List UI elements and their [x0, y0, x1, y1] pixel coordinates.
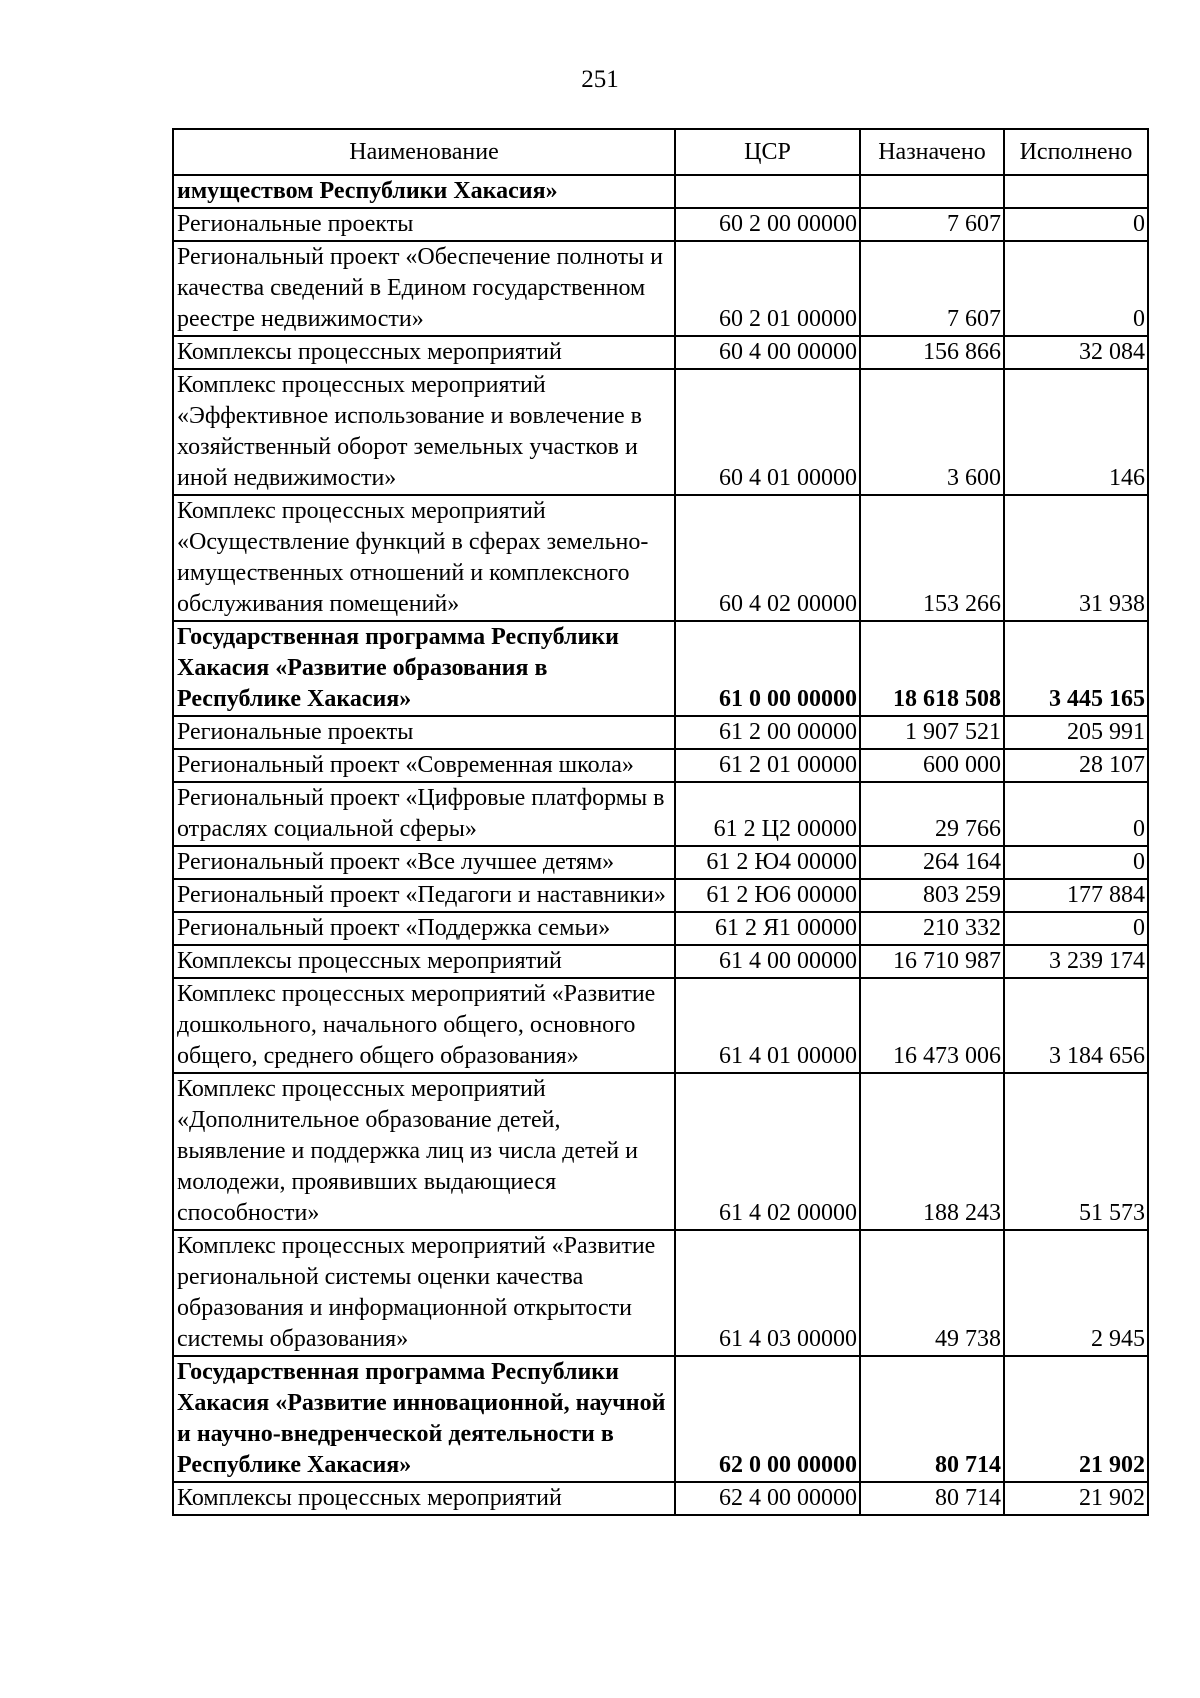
- row-assigned-cell: 29 766: [860, 782, 1004, 846]
- budget-table: [172, 128, 1149, 1516]
- table-row: [173, 716, 1148, 749]
- row-executed-cell: 28 107: [1004, 749, 1148, 782]
- header-name: Наименование: [173, 129, 675, 175]
- row-executed-cell: 21 902: [1004, 1482, 1148, 1515]
- row-executed-cell: 31 938: [1004, 495, 1148, 621]
- page-number: 251: [581, 66, 619, 93]
- row-csr-cell: 61 4 02 00000: [675, 1073, 860, 1230]
- row-csr-cell: 60 4 02 00000: [675, 495, 860, 621]
- row-executed-cell: 205 991: [1004, 716, 1148, 749]
- row-name-cell: Комплекс процессных мероприятий «Осуществление функций в сферах земельно-имущественных отношений и комплексного обслуживания помещений»: [173, 495, 675, 621]
- table-row: [173, 369, 1148, 495]
- row-executed-cell: 177 884: [1004, 879, 1148, 912]
- row-csr-cell: 60 4 00 00000: [675, 336, 860, 369]
- table-header-row: [173, 129, 1148, 175]
- row-name-cell: Комплексы процессных мероприятий: [173, 945, 675, 978]
- row-name-cell: Региональный проект «Поддержка семьи»: [173, 912, 675, 945]
- row-name-cell: Комплексы процессных мероприятий: [173, 1482, 675, 1515]
- row-assigned-cell: 264 164: [860, 846, 1004, 879]
- row-executed-cell: 0: [1004, 208, 1148, 241]
- row-executed-cell: 21 902: [1004, 1356, 1148, 1482]
- row-assigned-cell: 188 243: [860, 1073, 1004, 1230]
- row-assigned-cell: 80 714: [860, 1482, 1004, 1515]
- row-assigned-cell: 18 618 508: [860, 621, 1004, 716]
- row-executed-cell: 2 945: [1004, 1230, 1148, 1356]
- row-csr-cell: 60 4 01 00000: [675, 369, 860, 495]
- row-csr-cell: 61 2 01 00000: [675, 749, 860, 782]
- row-csr-cell: 61 2 Я1 00000: [675, 912, 860, 945]
- row-executed-cell: 0: [1004, 782, 1148, 846]
- row-executed-cell: 3 239 174: [1004, 945, 1148, 978]
- row-executed-cell: 3 184 656: [1004, 978, 1148, 1073]
- row-name-cell: Региональный проект «Современная школа»: [173, 749, 675, 782]
- row-executed-cell: 0: [1004, 912, 1148, 945]
- table-row: [173, 978, 1148, 1073]
- table-row: [173, 1230, 1148, 1356]
- row-executed-cell: 146: [1004, 369, 1148, 495]
- row-assigned-cell: 156 866: [860, 336, 1004, 369]
- row-assigned-cell: 600 000: [860, 749, 1004, 782]
- table-row: [173, 879, 1148, 912]
- table-row: [173, 1356, 1148, 1482]
- row-assigned-cell: 803 259: [860, 879, 1004, 912]
- row-name-cell: Комплексы процессных мероприятий: [173, 336, 675, 369]
- row-name-cell: Региональный проект «Цифровые платформы в отраслях социальной сферы»: [173, 782, 675, 846]
- row-assigned-cell: 7 607: [860, 208, 1004, 241]
- row-csr-cell: 61 0 00 00000: [675, 621, 860, 716]
- row-assigned-cell: 7 607: [860, 241, 1004, 336]
- table-row: [173, 336, 1148, 369]
- header-assigned: Назначено: [860, 129, 1004, 175]
- row-name-cell: Комплекс процессных мероприятий «Развитие дошкольного, начального общего, основного общего, среднего общего образования»: [173, 978, 675, 1073]
- row-assigned-cell: 16 473 006: [860, 978, 1004, 1073]
- row-executed-cell: 32 084: [1004, 336, 1148, 369]
- row-assigned-cell: 16 710 987: [860, 945, 1004, 978]
- row-executed-cell: 0: [1004, 241, 1148, 336]
- row-csr-cell: 60 2 01 00000: [675, 241, 860, 336]
- row-executed-cell: 3 445 165: [1004, 621, 1148, 716]
- table-row: [173, 495, 1148, 621]
- header-csr: ЦСР: [675, 129, 860, 175]
- row-csr-cell: 62 0 00 00000: [675, 1356, 860, 1482]
- row-csr-cell: 61 4 03 00000: [675, 1230, 860, 1356]
- row-name-cell: Комплекс процессных мероприятий «Эффективное использование и вовлечение в хозяйственный оборот земельных участков и иной недвижимости»: [173, 369, 675, 495]
- row-csr-cell: 62 4 00 00000: [675, 1482, 860, 1515]
- table-row: [173, 241, 1148, 336]
- table-row: [173, 208, 1148, 241]
- row-csr-cell: [675, 175, 860, 208]
- row-name-cell: Региональный проект «Педагоги и наставники»: [173, 879, 675, 912]
- table-row: [173, 621, 1148, 716]
- table-row: [173, 945, 1148, 978]
- row-name-cell: Региональный проект «Обеспечение полноты и качества сведений в Едином государственном реестре недвижимости»: [173, 241, 675, 336]
- header-executed: Исполнено: [1004, 129, 1148, 175]
- row-csr-cell: 61 4 01 00000: [675, 978, 860, 1073]
- table-row: [173, 749, 1148, 782]
- table-row: [173, 912, 1148, 945]
- table-row: [173, 1482, 1148, 1515]
- row-name-cell: имуществом Республики Хакасия»: [173, 175, 675, 208]
- row-assigned-cell: 3 600: [860, 369, 1004, 495]
- table-row: [173, 846, 1148, 879]
- row-executed-cell: 51 573: [1004, 1073, 1148, 1230]
- row-executed-cell: 0: [1004, 846, 1148, 879]
- row-executed-cell: [1004, 175, 1148, 208]
- table-row: [173, 1073, 1148, 1230]
- row-name-cell: Комплекс процессных мероприятий «Развитие региональной системы оценки качества образования и информационной открытости системы образования»: [173, 1230, 675, 1356]
- row-csr-cell: 60 2 00 00000: [675, 208, 860, 241]
- row-csr-cell: 61 2 Ю6 00000: [675, 879, 860, 912]
- table-row: [173, 782, 1148, 846]
- table-body: [173, 175, 1148, 1515]
- row-name-cell: Государственная программа Республики Хакасия «Развитие инновационной, научной и научно-внедренческой деятельности в Республике Хакасия»: [173, 1356, 675, 1482]
- row-name-cell: Комплекс процессных мероприятий «Дополнительное образование детей, выявление и поддержка лиц из числа детей и молодежи, проявивших выдающиеся способности»: [173, 1073, 675, 1230]
- row-csr-cell: 61 2 Ц2 00000: [675, 782, 860, 846]
- row-name-cell: Государственная программа Республики Хакасия «Развитие образования в Республике Хакасия»: [173, 621, 675, 716]
- row-csr-cell: 61 2 Ю4 00000: [675, 846, 860, 879]
- row-name-cell: Региональные проекты: [173, 716, 675, 749]
- row-assigned-cell: 1 907 521: [860, 716, 1004, 749]
- table-row: [173, 175, 1148, 208]
- row-csr-cell: 61 2 00 00000: [675, 716, 860, 749]
- row-assigned-cell: [860, 175, 1004, 208]
- row-csr-cell: 61 4 00 00000: [675, 945, 860, 978]
- row-assigned-cell: 153 266: [860, 495, 1004, 621]
- row-assigned-cell: 80 714: [860, 1356, 1004, 1482]
- row-name-cell: Региональный проект «Все лучшее детям»: [173, 846, 675, 879]
- row-name-cell: Региональные проекты: [173, 208, 675, 241]
- row-assigned-cell: 210 332: [860, 912, 1004, 945]
- row-assigned-cell: 49 738: [860, 1230, 1004, 1356]
